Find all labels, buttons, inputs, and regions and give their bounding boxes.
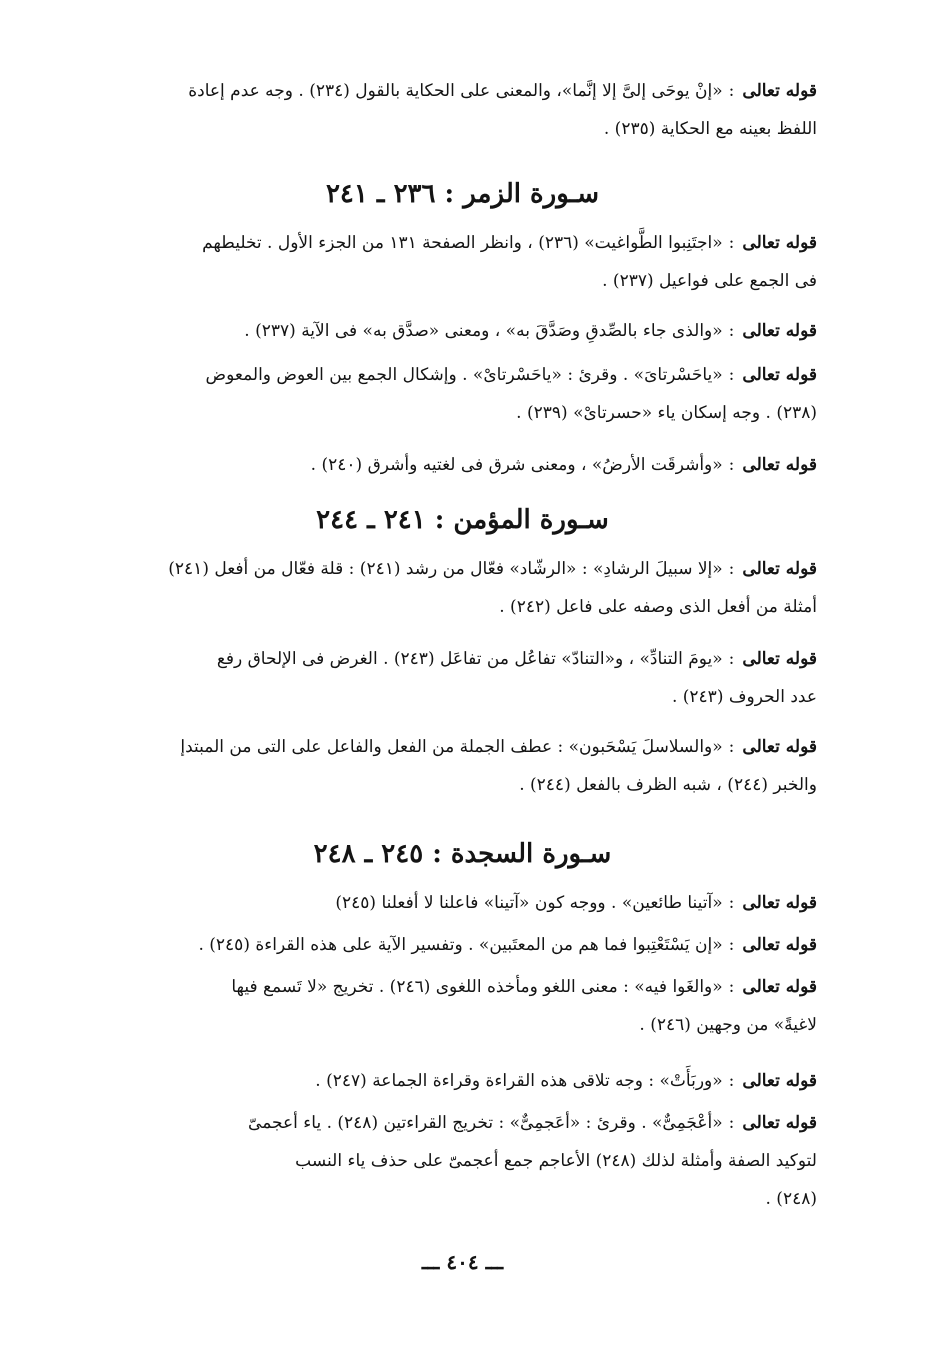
entry-text: «ياحَسْرتاىَ» . وقرئ : «ياحَسْرتاىْ» . وإشكال الجمع بين العوض والمعوض xyxy=(205,365,723,385)
entry-text: «إلا سبيلَ الرشادِ» : «الرشّاد» فعّال من رشد (٢٤١) : قلة فعّال من أفعل (٢٤١) xyxy=(168,559,723,579)
index-entry: قوله تعالى:«إلا سبيلَ الرشادِ» : «الرشّاد» فعّال من رشد (٢٤١) : قلة فعّال من أفعل (٢٤١) أمثلة من أفعل الذى وصفه على فاعل (٢٤٢) . xyxy=(82,550,817,626)
entry-text: «والذى جاء بالصِّدقِ وصَدَّقَ به» ، ومعنى «صدَّق به» فى الآية (٢٣٧) . xyxy=(244,321,723,341)
index-entry: قوله تعالى:«أعْجَمِىٌّ» . وقرئ : «أعَجمِىٌّ» : تخريج القراءتين (٢٤٨) . ياء أعجمىّ لتوكيد الصفة وأمثلة لذلك (٢٤٨) الأعاجم جمع أعجمىّ على حذف ياء النسب (٢٤٨) . xyxy=(82,1104,817,1218)
index-entry: قوله تعالى:«وأشرقَت الأرضُ» ، ومعنى شرق فى لغتيه وأشرق (٢٤٠) . xyxy=(310,455,817,475)
entry-text: «والسلاسلَ يَسْحَبون» : عطف الجملة من الفعل والفاعل على التى من المبتدإ xyxy=(180,737,723,757)
index-entry: قوله تعالى:«اجتَنِبوا الطَّواغيت» (٢٣٦) ، وانظر الصفحة ١٣١ من الجزء الأول . تخليطهم فى الجمع على فواعيل (٢٣٧) . xyxy=(82,224,817,300)
entry-label: قوله تعالى xyxy=(742,233,817,253)
entry-continuation: أمثلة من أفعل الذى وصفه على فاعل (٢٤٢) . xyxy=(499,597,817,617)
entry-continuation: اللفظ بعينه مع الحكاية (٢٣٥) . xyxy=(603,119,817,139)
index-entry: قوله تعالى:«والسلاسلَ يَسْحَبون» : عطف الجملة من الفعل والفاعل على التى من المبتدإ والخبر (٢٤٤) ، شبه الظرف بالفعل (٢٤٤) . xyxy=(82,728,817,804)
page-number: ـــ ٤٠٤ ـــ xyxy=(421,1250,504,1274)
index-entry: قوله تعالى:«وربَأَتْ» : وجه تلاقى هذه القراءة وقراءة الجماعة (٢٤٧) . xyxy=(315,1071,817,1091)
entry-label: قوله تعالى xyxy=(742,737,817,757)
entry-text: «وربَأَتْ» : وجه تلاقى هذه القراءة وقراءة الجماعة (٢٤٧) . xyxy=(315,1071,723,1091)
section-heading: سـورة السجدة : ٢٤٥ ـ ٢٤٨ xyxy=(313,839,612,869)
entry-label: قوله تعالى xyxy=(742,365,817,385)
entry-label: قوله تعالى xyxy=(742,81,817,101)
entry-label: قوله تعالى xyxy=(742,935,817,955)
entry-label: قوله تعالى xyxy=(742,649,817,669)
entry-text: «أعْجَمِىٌّ» . وقرئ : «أعَجمِىٌّ» : تخريج القراءتين (٢٤٨) . ياء أعجمىّ xyxy=(248,1113,723,1133)
index-entry: قوله تعالى:«إنْ يوحَى إلىَّ إلا إنَّما»، والمعنى على الحكاية بالقول (٢٣٤) . وجه عدم إعادة اللفظ بعينه مع الحكاية (٢٣٥) . xyxy=(82,72,817,148)
index-entry: قوله تعالى:«ياحَسْرتاىَ» . وقرئ : «ياحَسْرتاىْ» . وإشكال الجمع بين العوض والمعوض (٢٣٨) . وجه إسكان ياء «حسرتاىْ» (٢٣٩) . xyxy=(82,356,817,432)
index-entry: قوله تعالى:«والغَوا فيه» : معنى اللغو ومأخذه اللغوى (٢٤٦) . تخريج «لا تَسمع فيها لاغيةً» من وجهين (٢٤٦) . xyxy=(82,968,817,1044)
entry-label: قوله تعالى xyxy=(742,977,817,997)
entry-continuation: فى الجمع على فواعيل (٢٣٧) . xyxy=(602,271,817,291)
entry-text: «والغَوا فيه» : معنى اللغو ومأخذه اللغوى (٢٤٦) . تخريج «لا تَسمع فيها xyxy=(231,977,723,997)
entry-continuation: لتوكيد الصفة وأمثلة لذلك (٢٤٨) الأعاجم جمع أعجمىّ على حذف ياء النسب xyxy=(295,1151,817,1171)
entry-label: قوله تعالى xyxy=(742,1113,817,1133)
entry-continuation: (٢٣٨) . وجه إسكان ياء «حسرتاىْ» (٢٣٩) . xyxy=(516,403,817,423)
index-entry: قوله تعالى:«آتينا طائعين» . ووجه كون «آتينا» فاعلنا لا أفعلنا (٢٤٥) xyxy=(335,893,817,913)
index-entry: قوله تعالى:«إن يَسْتَعْتِبوا فما هم من المعتَبين» . وتفسير الآية على هذه القراءة (٢٤٥) . xyxy=(198,935,817,955)
entry-text: «يومَ التنادِّ» ، و«التنادّ» تفاعُل من تفاعَل (٢٤٣) . الغرض فى الإلحاق رفع xyxy=(216,649,723,669)
index-entry: قوله تعالى:«والذى جاء بالصِّدقِ وصَدَّقَ به» ، ومعنى «صدَّق به» فى الآية (٢٣٧) . xyxy=(244,321,817,341)
entry-label: قوله تعالى xyxy=(742,893,817,913)
section-heading: سـورة المؤمن : ٢٤١ ـ ٢٤٤ xyxy=(316,505,609,535)
entry-continuation: والخبر (٢٤٤) ، شبه الظرف بالفعل (٢٤٤) . xyxy=(519,775,817,795)
entry-continuation: لاغيةً» من وجهين (٢٤٦) . xyxy=(639,1015,817,1035)
entry-text: «إن يَسْتَعْتِبوا فما هم من المعتَبين» . وتفسير الآية على هذه القراءة (٢٤٥) . xyxy=(198,935,723,955)
section-heading: سـورة الزمر : ٢٣٦ ـ ٢٤١ xyxy=(325,179,600,209)
entry-text: «وأشرقَت الأرضُ» ، ومعنى شرق فى لغتيه وأشرق (٢٤٠) . xyxy=(310,455,723,475)
entry-continuation: عدد الحروف (٢٤٣) . xyxy=(671,687,817,707)
entry-text: «آتينا طائعين» . ووجه كون «آتينا» فاعلنا لا أفعلنا (٢٤٥) xyxy=(335,893,723,913)
entry-label: قوله تعالى xyxy=(742,559,817,579)
entry-text: «إنْ يوحَى إلىَّ إلا إنَّما»، والمعنى على الحكاية بالقول (٢٣٤) . وجه عدم إعادة xyxy=(188,81,723,101)
entry-label: قوله تعالى xyxy=(742,321,817,341)
index-entry: قوله تعالى:«يومَ التنادِّ» ، و«التنادّ» تفاعُل من تفاعَل (٢٤٣) . الغرض فى الإلحاق رفع عدد الحروف (٢٤٣) . xyxy=(82,640,817,716)
entry-label: قوله تعالى xyxy=(742,1071,817,1091)
entry-continuation: (٢٤٨) . xyxy=(765,1189,817,1209)
entry-label: قوله تعالى xyxy=(742,455,817,475)
entry-text: «اجتَنِبوا الطَّواغيت» (٢٣٦) ، وانظر الصفحة ١٣١ من الجزء الأول . تخليطهم xyxy=(202,233,723,253)
